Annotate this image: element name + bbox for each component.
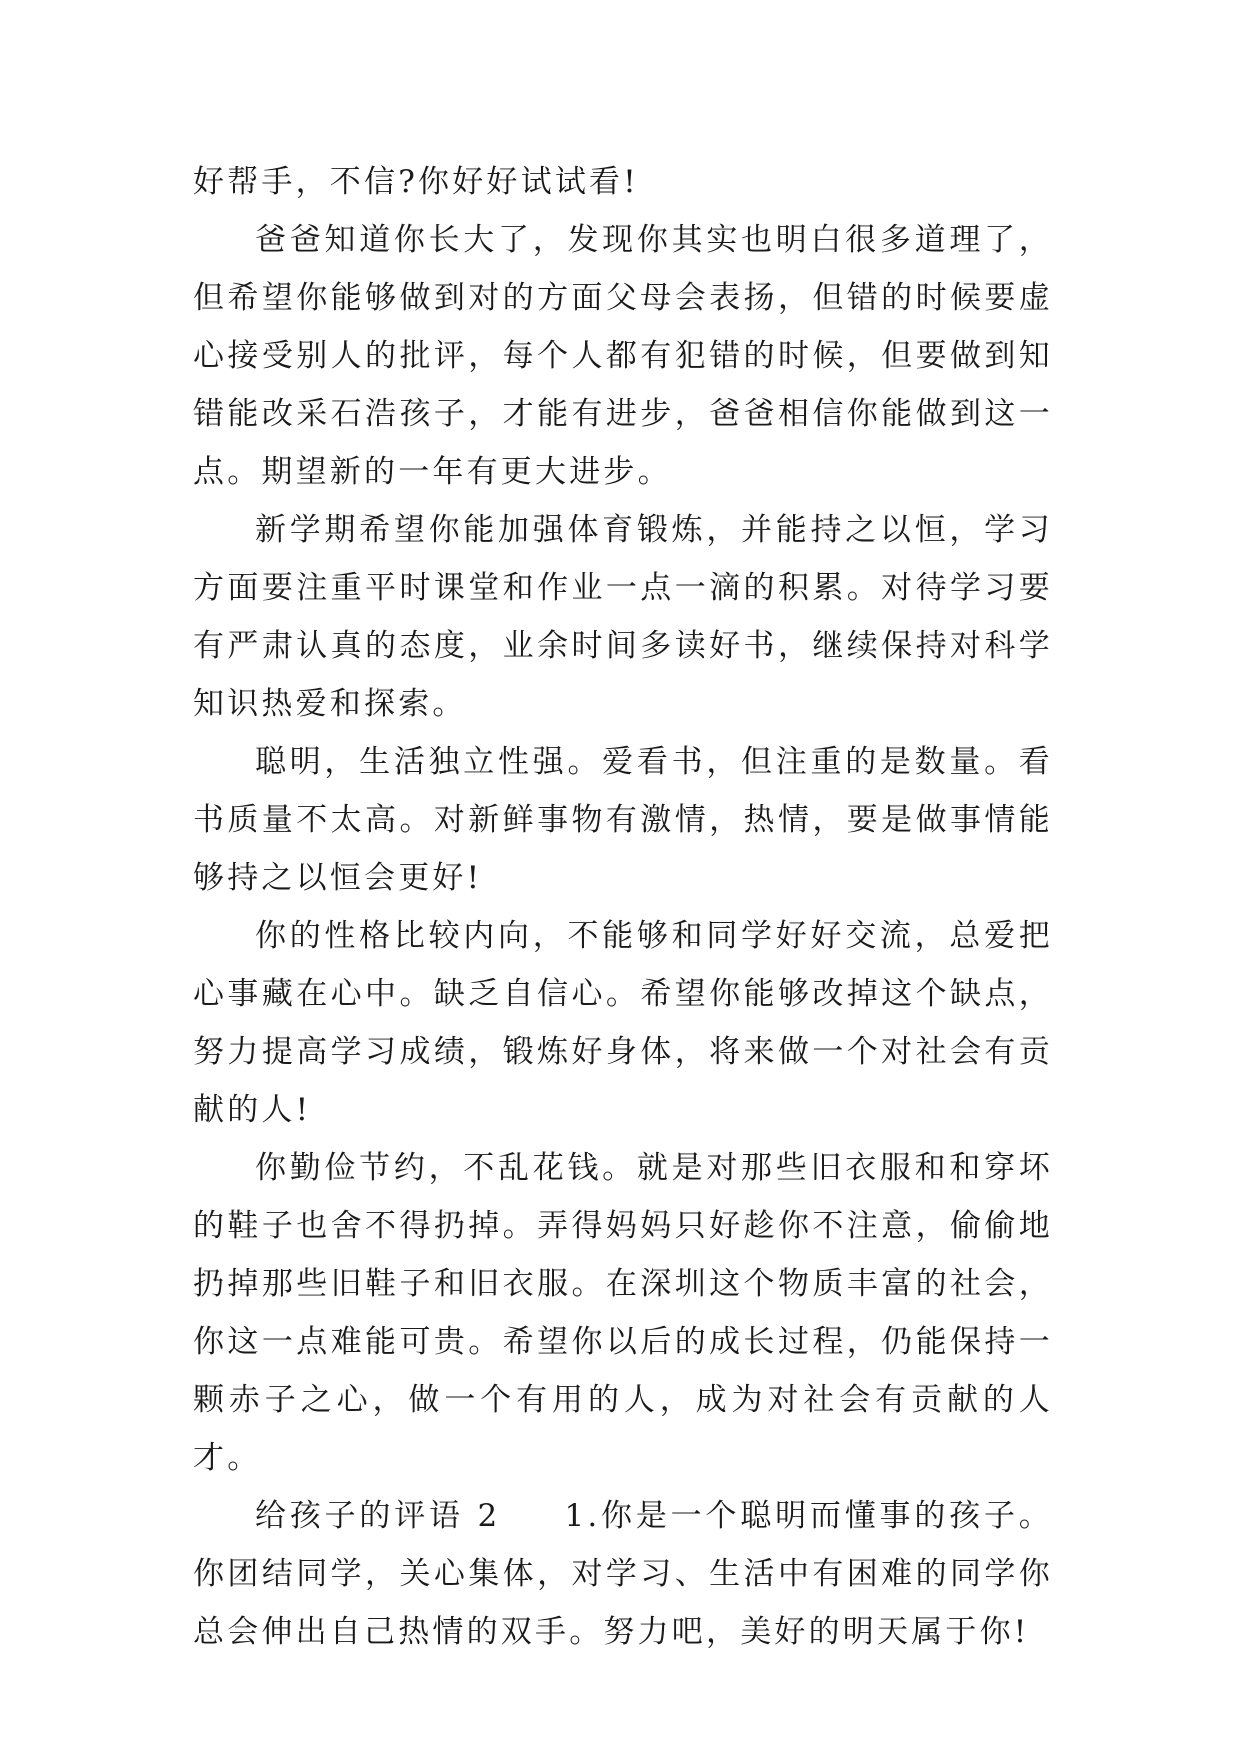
paragraph-frugal: 你勤俭节约，不乱花钱。就是对那些旧衣服和和穿坏的鞋子也舍不得扔掉。弄得妈妈只好趁你不注意，偷偷地扔掉那些旧鞋子和旧衣服。在深圳这个物质丰富的社会，你这一点难能可贵。希望你以后的成长过程，仍能保持一颗赤子之心，做一个有用的人，成为对社会有贡献的人才。 xyxy=(193,1150,1053,1476)
section-heading: 给孩子的评语 2 xyxy=(255,1498,501,1534)
section-text: 1.你是一个聪明而懂事的孩子。你团结同学，关心集体，对学习、生活中有困难的同学你总会伸出自己热情的双手。努力吧，美好的明天属于你! xyxy=(193,1498,1053,1650)
paragraph-introverted: 你的性格比较内向，不能够和同学好好交流，总爱把心事藏在心中。缺乏自信心。希望你能够改掉这个缺点，努力提高学习成绩，锻炼好身体，将来做一个对社会有贡献的人! xyxy=(193,918,1053,1128)
paragraph-section-2 xyxy=(193,1487,1053,1661)
paragraph-continuation: 好帮手，不信?你好好试试看! xyxy=(193,164,639,200)
paragraph-father-message: 爸爸知道你长大了，发现你其实也明白很多道理了，但希望你能够做到对的方面父母会表扬，但错的时候要虚心接受别人的批评，每个人都有犯错的时候，但要做到知错能改采石浩孩子，才能有进步，爸爸相信你能做到这一点。期望新的一年有更大进步。 xyxy=(193,222,1053,490)
paragraph-new-semester: 新学期希望你能加强体育锻炼，并能持之以恒，学习方面要注重平时课堂和作业一点一滴的积累。对待学习要有严肃认真的态度，业余时间多读好书，继续保持对科学知识热爱和探索。 xyxy=(193,512,1053,722)
document-body xyxy=(193,153,1053,1661)
paragraph-smart-independent: 聪明，生活独立性强。爱看书，但注重的是数量。看书质量不太高。对新鲜事物有激情，热情，要是做事情能够持之以恒会更好! xyxy=(193,744,1053,896)
